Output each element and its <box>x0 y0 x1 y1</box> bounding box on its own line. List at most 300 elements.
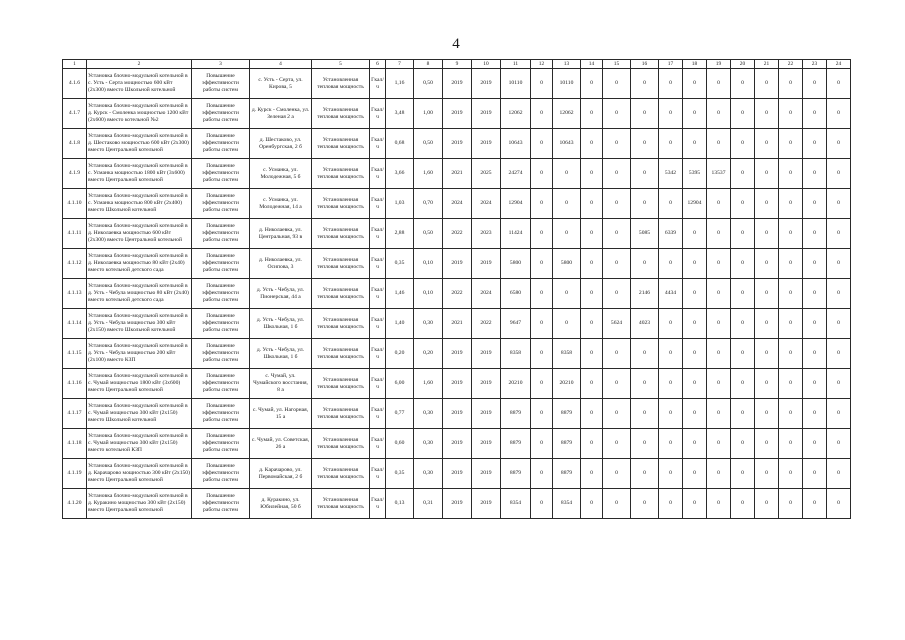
table-cell: 0 <box>581 129 603 159</box>
table-cell: 0 <box>683 69 707 99</box>
table-cell: 0 <box>531 489 553 519</box>
table-cell: 0 <box>827 459 851 489</box>
table-cell: 0 <box>803 399 827 429</box>
table-cell: 0 <box>659 309 683 339</box>
table-cell: 0 <box>731 99 755 129</box>
column-number-cell: 14 <box>581 60 603 69</box>
table-cell: 0,30 <box>414 399 443 429</box>
table-cell: д. Усть - Чебула, ул. Пионерская, 44 а <box>250 279 312 309</box>
column-number-cell: 21 <box>755 60 779 69</box>
column-number-cell: 10 <box>472 60 501 69</box>
table-cell: 0 <box>603 339 631 369</box>
table-cell: 2021 <box>443 309 472 339</box>
table-cell: 0 <box>683 339 707 369</box>
table-cell: 0 <box>803 219 827 249</box>
table-cell: 0,70 <box>414 189 443 219</box>
table-cell: 0 <box>803 429 827 459</box>
table-cell: 0 <box>683 399 707 429</box>
table-cell: 0 <box>803 369 827 399</box>
table-cell: 0 <box>755 249 779 279</box>
table-cell: 10643 <box>553 129 581 159</box>
table-row <box>63 369 851 399</box>
table-cell: 9647 <box>501 309 531 339</box>
table-cell: 0 <box>531 369 553 399</box>
table-cell: 0 <box>603 429 631 459</box>
table-cell: Повышение эффективности работы систем <box>192 339 250 369</box>
table-cell: Повышение эффективности работы систем <box>192 99 250 129</box>
table-cell: 0 <box>631 429 659 459</box>
table-cell: 0 <box>581 159 603 189</box>
table-cell: с. Усманка, ул. Молодежная, 14 а <box>250 189 312 219</box>
table-cell: 0 <box>803 69 827 99</box>
table-cell: 0 <box>631 489 659 519</box>
table-cell: 0 <box>731 459 755 489</box>
table-cell: 0 <box>531 219 553 249</box>
table-cell: 4.1.17 <box>63 399 87 429</box>
table-cell: 0,30 <box>414 459 443 489</box>
table-cell: 2019 <box>472 429 501 459</box>
table-cell: 3,66 <box>386 159 414 189</box>
table-cell: 2022 <box>472 309 501 339</box>
table-cell: д. Курск - Смоленка, ул. Зеленая 2 а <box>250 99 312 129</box>
table-cell: 4.1.9 <box>63 159 87 189</box>
table-cell: 0 <box>581 189 603 219</box>
table-cell: Установка блочно-модульной котельной в с. Усманка мощностью 1800 кВт (3x600) вместо Центральной котельной <box>87 159 192 189</box>
table-cell: 2019 <box>472 99 501 129</box>
table-cell: 12904 <box>683 189 707 219</box>
table-cell: 0 <box>827 99 851 129</box>
table-cell: 0 <box>631 459 659 489</box>
table-cell: Установка блочно-модульной котельной в д. Усть - Чебула мощностью 300 кВт (2x150) вместо Школьной котельной <box>87 309 192 339</box>
table-row <box>63 339 851 369</box>
table-cell: 0,68 <box>386 129 414 159</box>
table-cell: 0 <box>581 339 603 369</box>
table-cell: 8879 <box>553 459 581 489</box>
table-cell: 0 <box>755 339 779 369</box>
table-cell: Гкал/ч <box>370 309 386 339</box>
table-cell: 4.1.14 <box>63 309 87 339</box>
table-cell: 5800 <box>501 249 531 279</box>
table-cell: 24274 <box>501 159 531 189</box>
table-cell: Гкал/ч <box>370 249 386 279</box>
table-cell: 0 <box>731 69 755 99</box>
table-cell: 1,00 <box>414 99 443 129</box>
table-cell: 0 <box>779 429 803 459</box>
table-cell: 0 <box>731 369 755 399</box>
table-cell: 4434 <box>659 279 683 309</box>
table-cell: 0 <box>683 99 707 129</box>
table-cell: 2,88 <box>386 219 414 249</box>
table-cell: 0 <box>779 129 803 159</box>
column-number-cell: 22 <box>779 60 803 69</box>
table-row <box>63 99 851 129</box>
table-cell: 0 <box>659 249 683 279</box>
table-cell: 0 <box>779 369 803 399</box>
table-cell: 11424 <box>501 219 531 249</box>
table-cell: 0 <box>731 489 755 519</box>
table-cell: Повышение эффективности работы систем <box>192 189 250 219</box>
table-cell: 0 <box>603 129 631 159</box>
table-cell: Установка блочно-модульной котельной в д. Усть - Чебула мощностью 80 кВт (2x40) вместо котельной детского сада <box>87 279 192 309</box>
table-cell: 0 <box>803 309 827 339</box>
table-cell: 0 <box>731 159 755 189</box>
table-cell: 0 <box>531 189 553 219</box>
table-row <box>63 129 851 159</box>
table-cell: 0 <box>531 129 553 159</box>
table-cell: Установка блочно-модульной котельной в с. Чумай мощностью 300 кВт (2x150) вместо котельной КЗП <box>87 429 192 459</box>
table-cell: 2019 <box>472 399 501 429</box>
table-cell: 0 <box>659 129 683 159</box>
table-cell: д. Шестаково, ул. Оренбургская, 2 б <box>250 129 312 159</box>
table-cell: 0 <box>531 159 553 189</box>
column-number-cell: 6 <box>370 60 386 69</box>
table-cell: 4023 <box>631 309 659 339</box>
table-cell: д. Куракино, ул. Юбилейная, 50 б <box>250 489 312 519</box>
table-cell: Повышение эффективности работы систем <box>192 249 250 279</box>
table-cell: Установка блочно-модульной котельной в д. Усть - Чебула мощностью 200 кВт (2x100) вместо КЗП <box>87 339 192 369</box>
table-cell: 0 <box>707 489 731 519</box>
table-cell: 2022 <box>443 279 472 309</box>
table-cell: Повышение эффективности работы систем <box>192 279 250 309</box>
table-cell: 0 <box>731 399 755 429</box>
table-cell: 0 <box>827 69 851 99</box>
table-cell: 4.1.8 <box>63 129 87 159</box>
table-cell: 0 <box>707 369 731 399</box>
column-number-cell: 13 <box>553 60 581 69</box>
table-cell: 4.1.19 <box>63 459 87 489</box>
table-cell: 4.1.16 <box>63 369 87 399</box>
table-cell: 0 <box>803 459 827 489</box>
table-cell: Установка блочно-модульной котельной в д. Николаевка мощностью 600 кВт (2x300) вместо Центральной котельной <box>87 219 192 249</box>
table-cell: 4.1.18 <box>63 429 87 459</box>
table-cell: 0,30 <box>414 429 443 459</box>
table-cell: 0 <box>659 489 683 519</box>
table-cell: 0 <box>581 489 603 519</box>
table-cell: 0,13 <box>386 489 414 519</box>
column-number-cell: 4 <box>250 60 312 69</box>
table-cell: 10643 <box>501 129 531 159</box>
table-cell: 0 <box>803 279 827 309</box>
table-cell: Гкал/ч <box>370 129 386 159</box>
table-cell: д. Усть - Чебула, ул. Школьная, 1 б <box>250 339 312 369</box>
table-cell: 0,10 <box>414 279 443 309</box>
table-cell: 0 <box>683 249 707 279</box>
table-cell: 2019 <box>472 129 501 159</box>
table-cell: 0 <box>779 309 803 339</box>
table-cell: 0 <box>631 99 659 129</box>
table-cell: 0 <box>779 219 803 249</box>
table-cell: 0 <box>755 489 779 519</box>
table-cell: с. Усть - Серта, ул. Кирова, 5 <box>250 69 312 99</box>
table-cell: 0 <box>779 99 803 129</box>
table-cell: 0 <box>631 339 659 369</box>
table-cell: Повышение эффективности работы систем <box>192 399 250 429</box>
table-cell: д. Николаевка, ул. Центральная, 93 в <box>250 219 312 249</box>
table-cell: 2019 <box>472 459 501 489</box>
table-cell: 2019 <box>443 69 472 99</box>
table-cell: 20210 <box>501 369 531 399</box>
table-cell: 0 <box>803 99 827 129</box>
table-cell: 0 <box>531 429 553 459</box>
table-cell: с. Чумай, ул. Нагорная, 15 а <box>250 399 312 429</box>
table-cell: 2019 <box>443 99 472 129</box>
table-cell: 0 <box>659 459 683 489</box>
table-cell: 4.1.7 <box>63 99 87 129</box>
table-cell: 8358 <box>553 339 581 369</box>
table-cell: 0 <box>707 219 731 249</box>
table-cell: 0 <box>827 159 851 189</box>
column-number-cell: 17 <box>659 60 683 69</box>
table-cell: 2019 <box>472 489 501 519</box>
table-cell: 0 <box>779 399 803 429</box>
table-cell: Повышение эффективности работы систем <box>192 489 250 519</box>
table-cell: 0 <box>683 429 707 459</box>
table-cell: 0 <box>531 279 553 309</box>
table-cell: 0,20 <box>386 339 414 369</box>
table-cell: 0 <box>581 279 603 309</box>
table-cell: 1,46 <box>386 279 414 309</box>
table-cell: 0 <box>779 189 803 219</box>
table-cell: 0 <box>827 279 851 309</box>
table-cell: Гкал/ч <box>370 369 386 399</box>
table-cell: 0 <box>683 309 707 339</box>
table-cell: 0 <box>659 99 683 129</box>
table-cell: 2021 <box>443 159 472 189</box>
table-cell: Установленная тепловая мощность <box>312 459 370 489</box>
table-cell: Установленная тепловая мощность <box>312 219 370 249</box>
table-cell: 10110 <box>501 69 531 99</box>
table-cell: 0 <box>581 429 603 459</box>
table-cell: 4.1.20 <box>63 489 87 519</box>
table-cell: 12062 <box>553 99 581 129</box>
table-cell: 0 <box>827 249 851 279</box>
table-cell: 0 <box>779 69 803 99</box>
table-cell: 5342 <box>659 159 683 189</box>
table-cell: Гкал/ч <box>370 69 386 99</box>
table-cell: 0 <box>581 399 603 429</box>
table-cell: 0,35 <box>386 459 414 489</box>
table-cell: 0 <box>683 129 707 159</box>
table-cell: 0 <box>827 399 851 429</box>
table-cell: 0 <box>707 99 731 129</box>
table-cell: 0,50 <box>414 219 443 249</box>
table-cell: 0 <box>603 369 631 399</box>
table-cell: 0 <box>707 69 731 99</box>
table-cell: 0,35 <box>386 249 414 279</box>
table-cell: 12062 <box>501 99 531 129</box>
table-cell: 1,60 <box>414 159 443 189</box>
table-cell: 0 <box>581 69 603 99</box>
table-cell: д. Карачарово, ул. Первомайская, 2 б <box>250 459 312 489</box>
table-cell: д. Усть - Чебула, ул. Школьная, 1 б <box>250 309 312 339</box>
table-cell: 0 <box>707 189 731 219</box>
table-cell: с. Чумай, ул. Чумайского восстания, 8 а <box>250 369 312 399</box>
table-cell: 0 <box>683 369 707 399</box>
table-cell: 0 <box>531 459 553 489</box>
table-cell: Гкал/ч <box>370 459 386 489</box>
table-cell: 0 <box>755 309 779 339</box>
table-cell: 2025 <box>472 159 501 189</box>
column-number-cell: 18 <box>683 60 707 69</box>
table-cell: 0 <box>779 249 803 279</box>
table-cell: 0 <box>603 219 631 249</box>
table-cell: 8879 <box>553 429 581 459</box>
table-cell: 0 <box>553 219 581 249</box>
table-cell: Гкал/ч <box>370 489 386 519</box>
table-cell: 1,40 <box>386 309 414 339</box>
table-cell: 0 <box>683 219 707 249</box>
table-cell: 5800 <box>553 249 581 279</box>
table-cell: 0 <box>779 159 803 189</box>
column-number-cell: 12 <box>531 60 553 69</box>
table-cell: Установленная тепловая мощность <box>312 189 370 219</box>
table-cell: 2024 <box>472 189 501 219</box>
table-cell: 8879 <box>553 399 581 429</box>
table-row <box>63 399 851 429</box>
table-cell: Повышение эффективности работы систем <box>192 459 250 489</box>
table-cell: 0 <box>631 159 659 189</box>
table-cell: Гкал/ч <box>370 99 386 129</box>
table-cell: 4.1.13 <box>63 279 87 309</box>
table-cell: 0 <box>581 459 603 489</box>
table-cell: Повышение эффективности работы систем <box>192 69 250 99</box>
table-cell: Гкал/ч <box>370 339 386 369</box>
table-cell: 6,00 <box>386 369 414 399</box>
table-cell: 0,31 <box>414 489 443 519</box>
table-cell: Установка блочно-модульной котельной в д. Курск - Смоленка мощностью 1200 кВт (2x600) вместо котельной №2 <box>87 99 192 129</box>
table-cell: 0 <box>659 429 683 459</box>
column-number-cell: 8 <box>414 60 443 69</box>
table-cell: 2022 <box>443 219 472 249</box>
table-cell: 0 <box>731 129 755 159</box>
table-cell: с. Чумай, ул. Советская, 26 а <box>250 429 312 459</box>
measures-table <box>62 59 851 519</box>
table-cell: 0 <box>707 279 731 309</box>
table-cell: 0 <box>603 399 631 429</box>
column-number-cell: 3 <box>192 60 250 69</box>
table-cell: 0,77 <box>386 399 414 429</box>
table-cell: 0 <box>731 309 755 339</box>
table-cell: 20210 <box>553 369 581 399</box>
table-cell: с. Усманка, ул. Молодежная, 5 б <box>250 159 312 189</box>
table-cell: 0 <box>707 399 731 429</box>
table-cell: Повышение эффективности работы систем <box>192 309 250 339</box>
column-number-cell: 5 <box>312 60 370 69</box>
table-cell: 4.1.15 <box>63 339 87 369</box>
table-cell: 8354 <box>553 489 581 519</box>
table-cell: 0 <box>731 249 755 279</box>
table-cell: 0 <box>731 279 755 309</box>
table-cell: 2019 <box>472 369 501 399</box>
table-cell: Установленная тепловая мощность <box>312 399 370 429</box>
table-row <box>63 69 851 99</box>
table-cell: Установка блочно-модульной котельной в с. Чумай мощностью 1800 кВт (3x600) вместо Центральной котельной <box>87 369 192 399</box>
table-cell: 0,20 <box>414 339 443 369</box>
table-cell: Гкал/ч <box>370 429 386 459</box>
table-cell: 0,30 <box>414 309 443 339</box>
table-cell: 2019 <box>443 369 472 399</box>
table-cell: 12904 <box>501 189 531 219</box>
table-cell: 0 <box>827 489 851 519</box>
table-cell: Установка блочно-модульной котельной в с. Усть - Серта мощностью 600 кВт (2x300) вместо Школьной котельной <box>87 69 192 99</box>
table-cell: 0 <box>755 159 779 189</box>
table-cell: 0 <box>603 99 631 129</box>
table-cell: 0 <box>631 369 659 399</box>
table-cell: 0 <box>603 489 631 519</box>
table-cell: 0 <box>631 129 659 159</box>
table-cell: 0,50 <box>414 129 443 159</box>
table-cell: 10110 <box>553 69 581 99</box>
table-cell: Установленная тепловая мощность <box>312 489 370 519</box>
table-cell: 8879 <box>501 429 531 459</box>
table-cell: 2019 <box>443 429 472 459</box>
table-cell: 0 <box>755 129 779 159</box>
table-row <box>63 189 851 219</box>
table-cell: 5085 <box>631 219 659 249</box>
table-cell: Установка блочно-модульной котельной в д. Николаевка мощностью 80 кВт (2x40) вместо котельной детского сада <box>87 249 192 279</box>
table-cell: 0 <box>827 129 851 159</box>
table-cell: 8879 <box>501 399 531 429</box>
table-cell: Повышение эффективности работы систем <box>192 369 250 399</box>
table-cell: 0 <box>827 369 851 399</box>
table-cell: Установленная тепловая мощность <box>312 339 370 369</box>
column-number-cell: 24 <box>827 60 851 69</box>
column-number-cell: 23 <box>803 60 827 69</box>
table-cell: 2019 <box>443 339 472 369</box>
table-cell: 1,16 <box>386 69 414 99</box>
table-cell: Установленная тепловая мощность <box>312 129 370 159</box>
table-cell: 0 <box>755 69 779 99</box>
table-cell: 2019 <box>443 129 472 159</box>
table-cell: 0 <box>707 459 731 489</box>
table-cell: Установка блочно-модульной котельной в д. Шестаково мощностью 600 кВт (2x300) вместо Центральной котельной <box>87 129 192 159</box>
table-cell: 2019 <box>443 399 472 429</box>
table-cell: 0 <box>631 189 659 219</box>
table-row <box>63 459 851 489</box>
table-cell: 0 <box>779 489 803 519</box>
table-cell: 0 <box>603 459 631 489</box>
column-number-cell: 2 <box>87 60 192 69</box>
table-cell: 0 <box>603 249 631 279</box>
table-cell: 0 <box>631 399 659 429</box>
table-cell: Установка блочно-модульной котельной в д. Карачарово мощностью 300 кВт (2x150) вместо Центральной котельной <box>87 459 192 489</box>
table-cell: 0 <box>659 369 683 399</box>
table-cell: Гкал/ч <box>370 399 386 429</box>
table-row <box>63 309 851 339</box>
table-cell: Установка блочно-модульной котельной в д. Куракино мощностью 300 кВт (2x150) вместо Центральной котельной <box>87 489 192 519</box>
table-cell: д. Николаевка, ул. Осипова, 3 <box>250 249 312 279</box>
column-number-cell: 1 <box>63 60 87 69</box>
table-cell: Повышение эффективности работы систем <box>192 429 250 459</box>
table-cell: 0 <box>581 309 603 339</box>
table-cell: 0 <box>779 459 803 489</box>
table-cell: 0 <box>603 69 631 99</box>
table-cell: 0 <box>803 129 827 159</box>
table-cell: Установленная тепловая мощность <box>312 69 370 99</box>
table-cell: 2019 <box>443 249 472 279</box>
table-cell: 0 <box>707 129 731 159</box>
table-cell: 0 <box>553 309 581 339</box>
table-cell: 2024 <box>472 279 501 309</box>
table-cell: 0 <box>827 219 851 249</box>
table-cell: 0 <box>755 99 779 129</box>
table-cell: 2024 <box>443 189 472 219</box>
table-cell: 0 <box>553 189 581 219</box>
table-cell: 2019 <box>443 489 472 519</box>
table-cell: 0 <box>531 69 553 99</box>
table-cell: 0 <box>827 429 851 459</box>
table-row <box>63 159 851 189</box>
